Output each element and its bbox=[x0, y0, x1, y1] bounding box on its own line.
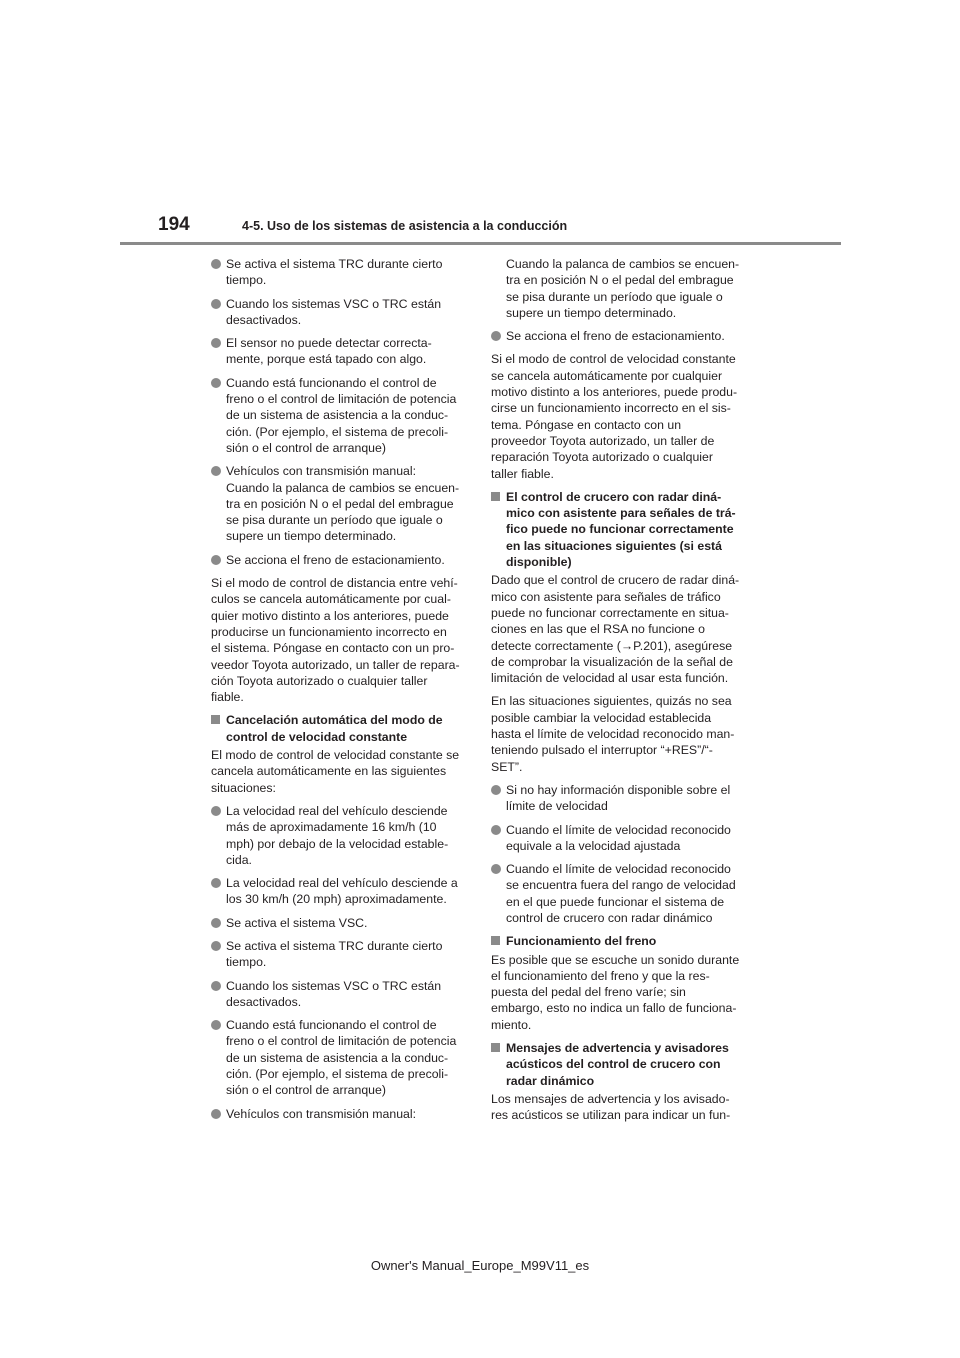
bullet-item bbox=[211, 915, 469, 931]
paragraph bbox=[491, 351, 749, 481]
bullet-dot-icon bbox=[211, 259, 221, 269]
text-line: de un sistema de asistencia a la conduc- bbox=[226, 408, 449, 423]
text-line: culos se cancela automáticamente por cual- bbox=[211, 592, 451, 607]
subsection-heading bbox=[491, 489, 749, 570]
header-rule bbox=[120, 242, 841, 245]
bullet-item bbox=[211, 875, 469, 908]
text-line: Si no hay información disponible sobre el bbox=[506, 782, 731, 797]
bullet-dot-icon bbox=[491, 825, 501, 835]
text-line: SET”. bbox=[491, 759, 523, 774]
text-line: fiable. bbox=[211, 690, 244, 705]
text-line: Se activa el sistema TRC durante cierto bbox=[226, 938, 443, 953]
bullet-item bbox=[211, 463, 469, 544]
heading-square-icon bbox=[491, 936, 500, 945]
text-line: motivo distinto a los anteriores, puede produ- bbox=[491, 385, 738, 400]
text-line: tra en posición N o el pedal del embrague bbox=[506, 273, 734, 288]
text-line: situaciones: bbox=[211, 780, 276, 795]
bullet-item bbox=[211, 803, 469, 868]
text-line: desactivados. bbox=[226, 994, 302, 1009]
bullet-item bbox=[211, 375, 469, 456]
bullet-item bbox=[211, 335, 469, 368]
subsection-heading bbox=[211, 712, 469, 745]
bullet-item bbox=[491, 822, 749, 855]
subsection-heading bbox=[491, 933, 749, 949]
paragraph bbox=[491, 952, 749, 1033]
heading-square-icon bbox=[491, 1043, 500, 1052]
text-line: Funcionamiento del freno bbox=[506, 934, 657, 949]
text-line: freno o el control de limitación de potencia bbox=[226, 1034, 457, 1049]
text-line: límite de velocidad bbox=[506, 799, 608, 814]
page-number: 194 bbox=[158, 214, 190, 235]
paragraph bbox=[491, 572, 749, 686]
text-line: Vehículos con transmisión manual: bbox=[226, 464, 417, 479]
text-line: La velocidad real del vehículo desciende a bbox=[226, 876, 458, 891]
bullet-continuation bbox=[491, 256, 749, 321]
bullet-dot-icon bbox=[491, 331, 501, 341]
text-line: tra en posición N o el pedal del embrague bbox=[226, 496, 454, 511]
text-line: producirse un funcionamiento incorrecto en bbox=[211, 624, 447, 639]
text-line: se encuentra fuera del rango de velocidad bbox=[506, 878, 736, 893]
right-column bbox=[491, 256, 749, 1131]
text-line: proveedor Toyota autorizado, un taller de bbox=[491, 433, 715, 448]
paragraph bbox=[211, 575, 469, 705]
text-line: Se acciona el freno de estacionamiento. bbox=[226, 552, 445, 567]
bullet-item bbox=[211, 256, 469, 289]
text-line: Cuando está funcionando el control de bbox=[226, 375, 437, 390]
text-line: embargo, esto no indica un fallo de funciona- bbox=[491, 1001, 737, 1016]
bullet-dot-icon bbox=[211, 299, 221, 309]
bullet-dot-icon bbox=[211, 941, 221, 951]
text-line: mente, porque está tapado con algo. bbox=[226, 352, 427, 367]
section-title: 4-5. Uso de los sistemas de asistencia a la conducción bbox=[242, 219, 568, 233]
text-line: mico con asistente para señales de tráfico bbox=[491, 589, 721, 604]
subsection-heading bbox=[491, 1040, 749, 1089]
text-line: cancela automáticamente en las siguientes bbox=[211, 764, 447, 779]
text-line: supere un tiempo determinado. bbox=[226, 529, 397, 544]
paragraph bbox=[491, 1091, 749, 1124]
text-line: Vehículos con transmisión manual: bbox=[226, 1106, 417, 1121]
text-line: puede no funcionar correctamente en situa- bbox=[491, 605, 729, 620]
text-line: puesta del pedal del freno varíe; sin bbox=[491, 985, 686, 1000]
heading-square-icon bbox=[491, 492, 500, 501]
footer-text: Owner's Manual_Europe_M99V11_es bbox=[370, 1258, 590, 1273]
text-line: mico con asistente para señales de trá- bbox=[506, 506, 736, 521]
text-line: reparación Toyota autorizado o cualquier bbox=[491, 450, 713, 465]
text-line: cirse un funcionamiento incorrecto en el sis- bbox=[491, 401, 731, 416]
text-line: se cancela automáticamente por cualquier bbox=[491, 368, 723, 383]
bullet-dot-icon bbox=[211, 466, 221, 476]
text-line: el sistema. Póngase en contacto con un pro- bbox=[211, 641, 455, 656]
paragraph bbox=[211, 747, 469, 796]
bullet-dot-icon bbox=[211, 878, 221, 888]
text-line: res acústicos se utilizan para indicar un fun- bbox=[491, 1108, 731, 1123]
text-line: limitación de velocidad al usar esta función. bbox=[491, 671, 729, 686]
text-line: cida. bbox=[226, 852, 252, 867]
text-line: La velocidad real del vehículo desciende bbox=[226, 803, 448, 818]
text-line: Cuando está funcionando el control de bbox=[226, 1018, 437, 1033]
text-line: de comprobar la visualización de la señal de bbox=[491, 654, 733, 669]
text-line: se pisa durante un período que iguale o bbox=[506, 289, 723, 304]
text-line: Cuando los sistemas VSC o TRC están bbox=[226, 296, 442, 311]
paragraph bbox=[491, 693, 749, 774]
bullet-item bbox=[211, 1106, 469, 1122]
text-line: sión o el control de arranque) bbox=[226, 440, 386, 455]
bullet-item bbox=[491, 861, 749, 926]
text-line: En las situaciones siguientes, quizás no sea bbox=[491, 694, 732, 709]
bullet-item bbox=[211, 978, 469, 1011]
text-line: freno o el control de limitación de potencia bbox=[226, 392, 457, 407]
text-line: Si el modo de control de velocidad constante bbox=[491, 352, 736, 367]
left-column bbox=[211, 256, 469, 1129]
bullet-item bbox=[211, 296, 469, 329]
text-line: ción. (Por ejemplo, el sistema de precoli- bbox=[226, 424, 449, 439]
text-line: quier motivo distinto a los anteriores, puede bbox=[211, 608, 449, 623]
bullet-dot-icon bbox=[211, 981, 221, 991]
text-line: posible cambiar la velocidad establecida bbox=[491, 710, 712, 725]
bullet-dot-icon bbox=[491, 864, 501, 874]
text-line: taller fiable. bbox=[491, 466, 554, 481]
text-line: Cuando la palanca de cambios se encuen- bbox=[226, 480, 460, 495]
text-line: Se activa el sistema VSC. bbox=[226, 915, 368, 930]
text-line: Es posible que se escuche un sonido durante bbox=[491, 952, 740, 967]
text-line: miento. bbox=[491, 1017, 532, 1032]
bullet-dot-icon bbox=[211, 806, 221, 816]
bullet-item bbox=[491, 782, 749, 815]
text-line: ción Toyota autorizado o cualquier taller bbox=[211, 673, 428, 688]
text-line: supere un tiempo determinado. bbox=[506, 305, 677, 320]
text-line: Cancelación automática del modo de bbox=[226, 713, 443, 728]
bullet-item bbox=[211, 1017, 469, 1098]
text-line: tiempo. bbox=[226, 955, 267, 970]
text-line: el funcionamiento del freno y que la res- bbox=[491, 968, 710, 983]
text-line: Cuando el límite de velocidad reconocido bbox=[506, 822, 731, 837]
text-line: Cuando los sistemas VSC o TRC están bbox=[226, 978, 442, 993]
bullet-item bbox=[211, 938, 469, 971]
text-line: detecte correctamente (→P.201), asegúrese bbox=[491, 638, 733, 653]
text-line: desactivados. bbox=[226, 312, 302, 327]
bullet-dot-icon bbox=[211, 918, 221, 928]
bullet-dot-icon bbox=[211, 1109, 221, 1119]
bullet-item bbox=[211, 552, 469, 568]
text-line: Se acciona el freno de estacionamiento. bbox=[506, 329, 725, 344]
text-line: Mensajes de advertencia y avisadores bbox=[506, 1041, 729, 1056]
text-line: los 30 km/h (20 mph) aproximadamente. bbox=[226, 892, 447, 907]
text-line: teniendo pulsado el interruptor “+RES”/“- bbox=[491, 743, 713, 758]
text-line: Si el modo de control de distancia entre vehí- bbox=[211, 576, 458, 591]
text-line: Cuando el límite de velocidad reconocido bbox=[506, 862, 731, 877]
bullet-dot-icon bbox=[211, 1020, 221, 1030]
bullet-dot-icon bbox=[211, 555, 221, 565]
text-line: veedor Toyota autorizado, un taller de repara- bbox=[211, 657, 460, 672]
text-line: equivale a la velocidad ajustada bbox=[506, 838, 681, 853]
text-line: disponible) bbox=[506, 555, 572, 570]
bullet-dot-icon bbox=[211, 338, 221, 348]
heading-square-icon bbox=[211, 715, 220, 724]
text-line: de un sistema de asistencia a la conduc- bbox=[226, 1050, 449, 1065]
text-line: más de aproximadamente 16 km/h (10 bbox=[226, 820, 437, 835]
text-line: en las situaciones siguientes (si está bbox=[506, 538, 722, 553]
text-line: hasta el límite de velocidad reconocido man- bbox=[491, 727, 735, 742]
bullet-dot-icon bbox=[211, 378, 221, 388]
bullet-item bbox=[491, 328, 749, 344]
text-line: tiempo. bbox=[226, 273, 267, 288]
text-line: Cuando la palanca de cambios se encuen- bbox=[506, 257, 740, 271]
text-line: se pisa durante un período que iguale o bbox=[226, 513, 443, 528]
bullet-dot-icon bbox=[491, 785, 501, 795]
text-line: El sensor no puede detectar correcta- bbox=[226, 336, 432, 351]
text-line: tema. Póngase en contacto con un bbox=[491, 417, 682, 432]
text-line: control de velocidad constante bbox=[226, 729, 408, 744]
text-line: Se activa el sistema TRC durante cierto bbox=[226, 257, 443, 271]
text-line: acústicos del control de crucero con bbox=[506, 1057, 721, 1072]
text-line: en el que puede funcionar el sistema de bbox=[506, 894, 725, 909]
text-line: ciones en las que el RSA no funcione o bbox=[491, 622, 705, 637]
text-line: mph) por debajo de la velocidad estable- bbox=[226, 836, 449, 851]
text-line: ción. (Por ejemplo, el sistema de precoli- bbox=[226, 1067, 449, 1082]
text-line: El modo de control de velocidad constante se bbox=[211, 748, 460, 763]
text-line: sión o el control de arranque) bbox=[226, 1083, 386, 1098]
text-line: Los mensajes de advertencia y los avisado- bbox=[491, 1091, 730, 1106]
text-line: fico puede no funcionar correctamente bbox=[506, 522, 734, 537]
text-line: Dado que el control de crucero de radar diná- bbox=[491, 573, 740, 588]
text-line: radar dinámico bbox=[506, 1073, 595, 1088]
text-line: El control de crucero con radar diná- bbox=[506, 489, 722, 504]
text-line: control de crucero con radar dinámico bbox=[506, 910, 713, 925]
